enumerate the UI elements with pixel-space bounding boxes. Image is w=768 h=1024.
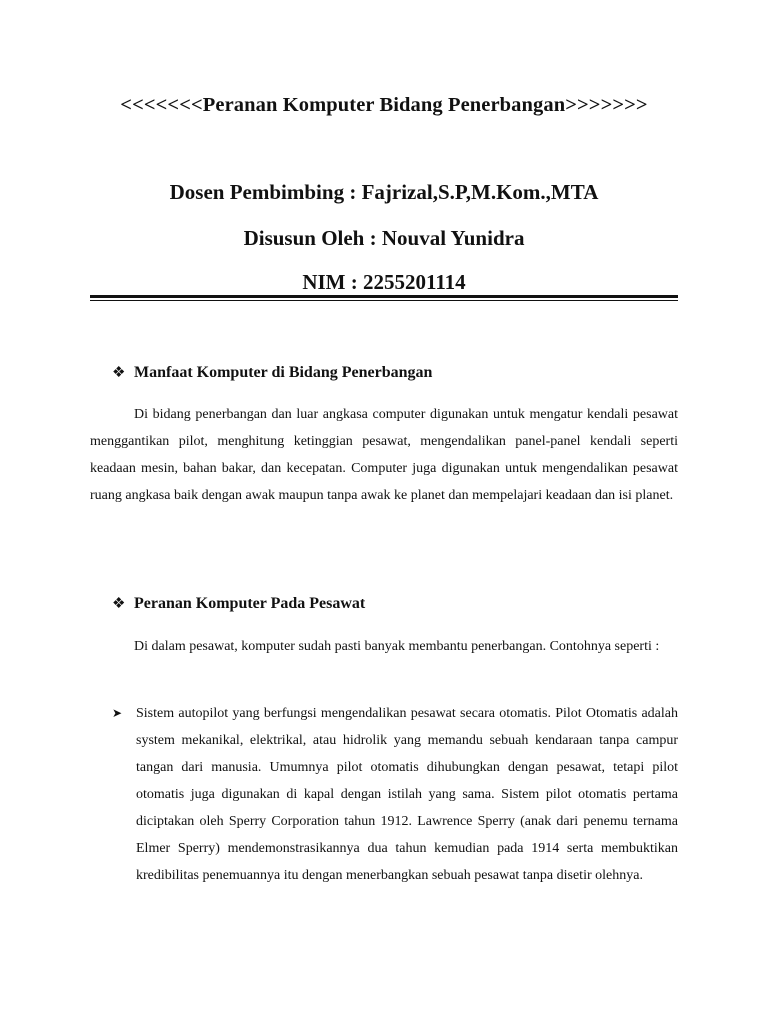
section-heading-text: Manfaat Komputer di Bidang Penerbangan bbox=[134, 363, 433, 381]
arrow-bullet-icon: ➤ bbox=[112, 706, 123, 720]
section-intro-peranan bbox=[90, 633, 678, 660]
dosen-pembimbing: Dosen Pembimbing : Fajrizal,S.P,M.Kom.,MTA bbox=[169, 180, 599, 204]
intro-text: Di dalam pesawat, komputer sudah pasti banyak membantu penerbangan. Contohnya seperti : bbox=[134, 639, 660, 654]
section-heading-text: Peranan Komputer Pada Pesawat bbox=[134, 594, 366, 612]
document-title: <<<<<<<Peranan Komputer Bidang Penerbangan>>>>>>> bbox=[120, 94, 648, 116]
disusun-oleh: Disusun Oleh : Nouval Yunidra bbox=[243, 226, 525, 250]
section-paragraph-manfaat bbox=[90, 401, 678, 509]
header-rule-thick bbox=[90, 295, 678, 298]
diamond-bullet-icon: ❖ bbox=[112, 596, 126, 612]
header-rule-thin bbox=[90, 300, 678, 301]
section-heading-manfaat bbox=[112, 363, 432, 382]
list-item-text: Sistem autopilot yang berfungsi mengendalikan pesawat secara otomatis. Pilot Otomatis adalah system mekanikal, elektrikal, atau hidrolik yang memandu sebuah kendaraan tanpa campur tangan dari manusia. Umumnya pilot otomatis dihubungkan dengan pesawat, tetapi pilot otomatis juga digunakan di kapal dengan istilah yang sama. Sistem pilot otomatis pertama diciptakan oleh Sperry Corporation tahun 1912. Lawrence Sperry (anak dari penemu ternama Elmer Sperry) mendemonstrasikannya dua tahun kemudian pada 1914 serta membuktikan kredibilitas penemuannya itu dengan menerbangkan sebuah pesawat tanpa disetir olehnya. bbox=[136, 706, 678, 883]
paragraph-text: Di bidang penerbangan dan luar angkasa computer digunakan untuk mengatur kendali pesawat menggantikan pilot, menghitung ketinggian pesawat, mengendalikan panel-panel kendali seperti keadaan mesin, bahan bakar, dan kecepatan. Computer juga digunakan untuk mengendalikan pesawat ruang angkasa baik dengan awak maupun tanpa awak ke planet dan mempelajari keadaan dan isi planet. bbox=[90, 407, 678, 503]
diamond-bullet-icon: ❖ bbox=[112, 365, 126, 381]
section-heading-peranan bbox=[112, 594, 365, 613]
nim: NIM : 2255201114 bbox=[302, 270, 466, 294]
